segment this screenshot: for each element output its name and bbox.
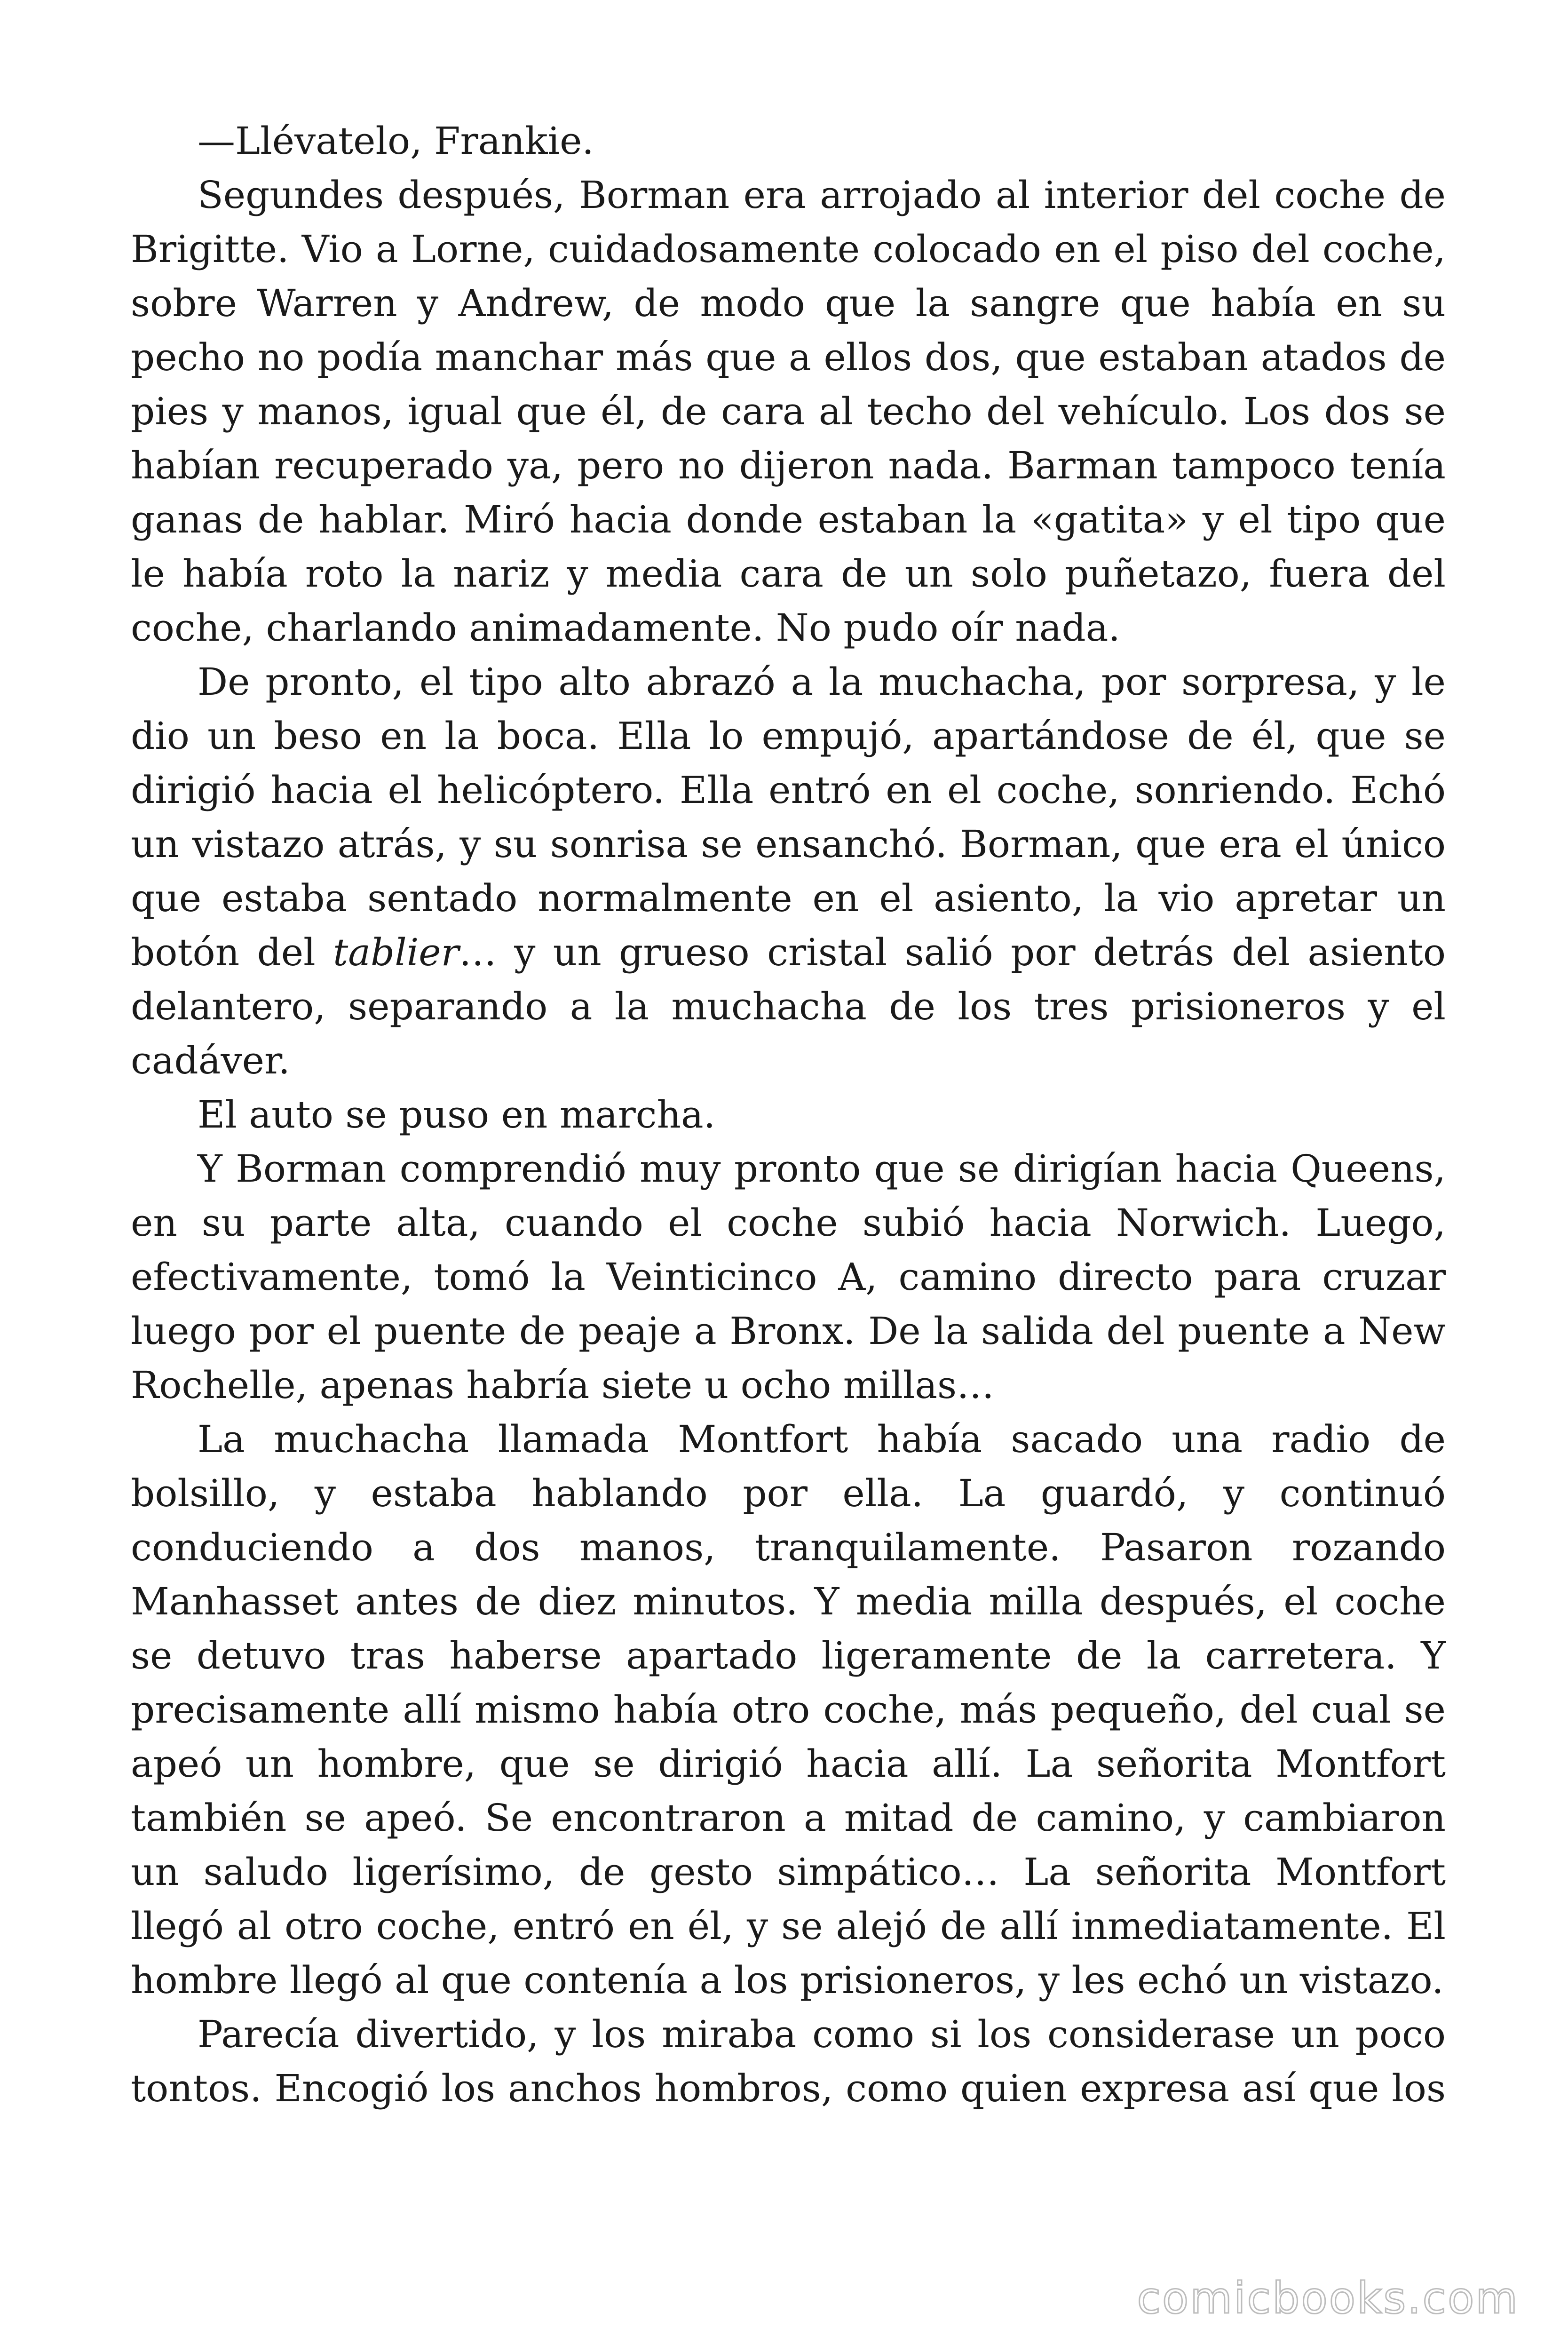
paragraph-3-text-after: … y un grueso cristal salió por detrás del asiento delantero, separando a la muchacha de los tres prisioneros y el cadáver. <box>131 930 1446 1082</box>
body-text <box>131 114 1446 2115</box>
paragraph-7: Parecía divertido, y los miraba como si los considerase un poco tontos. Encogió los anchos hombros, como quien expresa así que los <box>131 2012 1446 2110</box>
italic-term: tablier <box>333 930 459 974</box>
paragraph-1: —Llévatelo, Frankie. <box>198 119 594 163</box>
paragraph-3 <box>131 655 1446 1088</box>
paragraph-4: El auto se puso en marcha. <box>198 1093 716 1136</box>
paragraph-6: La muchacha llamada Montfort había sacado una radio de bolsillo, y estaba hablando por ella. La guardó, y continuó conduciendo a dos manos, tranquilamente. Pasaron rozando Manhasset antes de diez minutos. Y media milla después, el coche se detuvo tras haberse apartado ligeramente de la carretera. Y precisamente allí mismo había otro coche, más pequeño, del cual se apeó un hombre, que se dirigió hacia allí. La señorita Montfort también se apeó. Se encontraron a mitad de camino, y cambiaron un saludo ligerísimo, de gesto simpático… La señorita Montfort llegó al otro coche, entró en él, y se alejó de allí inmediatamente. El hombre llegó al que contenía a los prisioneros, y les echó un vistazo. <box>131 1417 1446 2002</box>
paragraph-2: Segundes después, Borman era arrojado al interior del coche de Brigitte. Vio a Lorne, cuidadosamente colocado en el piso del coche, sobre Warren y Andrew, de modo que la sangre que había en su pecho no podía manchar más que a ellos dos, que estaban atados de pies y manos, igual que él, de cara al techo del vehículo. Los dos se habían recuperado ya, pero no dijeron nada. Barman tampoco tenía ganas de hablar. Miró hacia donde estaban la «gatita» y el tipo que le había roto la nariz y media cara de un solo puñetazo, fuera del coche, charlando animadamente. No pudo oír nada. <box>131 173 1446 650</box>
paragraph-5: Y Borman comprendió muy pronto que se dirigían hacia Queens, en su parte alta, cuando el coche subió hacia Norwich. Luego, efectivamente, tomó la Veinticinco A, camino directo para cruzar luego por el puente de peaje a Bronx. De la salida del puente a New Rochelle, apenas habría siete u ocho millas… <box>131 1147 1446 1407</box>
paragraph-3-text-before: De pronto, el tipo alto abrazó a la muchacha, por sorpresa, y le dio un beso en la boca. Ella lo empujó, apartándose de él, que se dirigió hacia el helicóptero. Ella entró en el coche, sonriendo. Echó un vistazo atrás, y su sonrisa se ensanchó. Borman, que era el único que estaba sentado normalmente en el asiento, la vio apretar un botón del <box>131 660 1446 974</box>
watermark-logo: comicbooks.com <box>1137 2273 1519 2323</box>
